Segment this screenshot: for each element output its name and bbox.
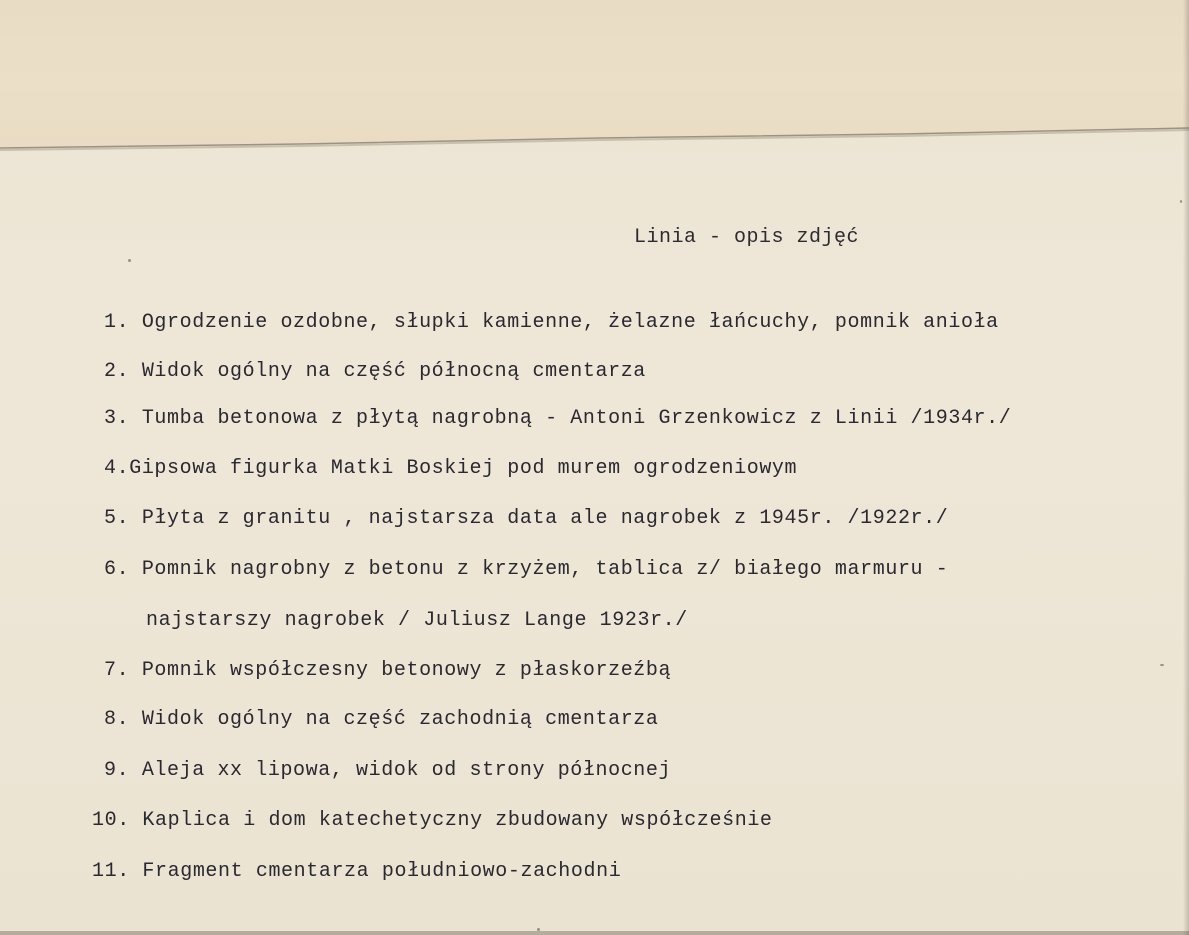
item-number: 6. — [104, 558, 130, 581]
list-item — [104, 360, 646, 383]
item-number: 9. — [104, 759, 130, 782]
list-item — [104, 407, 1011, 430]
item-text: Tumba betonowa z płytą nagrobną - Antoni Grzenkowicz z Linii /1934r./ — [141, 407, 1012, 430]
folded-paper-top — [0, 0, 1189, 150]
item-text: Gipsowa figurka Matki Boskiej pod murem ogrodzeniowym — [129, 457, 798, 480]
item-number: 8. — [104, 708, 130, 731]
item-number: 1. — [104, 311, 130, 334]
item-number: 11. — [92, 860, 130, 883]
list-item — [104, 311, 999, 334]
document-title: Linia - opis zdjęć — [634, 226, 860, 249]
item-text: Pomnik współczesny betonowy z płaskorzeźbą — [141, 659, 672, 682]
item-text: najstarszy nagrobek / Juliusz Lange 1923r./ — [146, 609, 688, 632]
list-item — [92, 809, 773, 832]
list-item — [104, 659, 671, 682]
item-number: 10. — [92, 809, 130, 832]
item-number: 2. — [104, 360, 130, 383]
item-text: Widok ogólny na część zachodnią cmentarza — [141, 708, 659, 731]
list-item — [104, 507, 948, 530]
item-number: 4. — [104, 457, 130, 480]
paper-speck — [1160, 664, 1164, 666]
list-item — [104, 558, 948, 581]
item-text: Płyta z granitu , najstarsza data ale nagrobek z 1945r. /1922r./ — [141, 507, 949, 530]
paper-speck — [128, 259, 131, 262]
item-text: Pomnik nagrobny z betonu z krzyżem, tablica z/ białego marmuru - — [141, 558, 949, 581]
list-item — [104, 457, 797, 480]
list-item — [104, 759, 671, 782]
item-text: Widok ogólny na część północną cmentarza — [141, 360, 646, 383]
paper-speck — [1180, 200, 1182, 203]
list-item — [104, 708, 659, 731]
item-number: 5. — [104, 507, 130, 530]
page-right-edge — [1183, 0, 1189, 935]
item-text: Fragment cmentarza południowo-zachodni — [142, 860, 622, 883]
item-text: Kaplica i dom katechetyczny zbudowany współcześnie — [142, 809, 773, 832]
item-text: Aleja xx lipowa, widok od strony północnej — [141, 759, 672, 782]
item-number: 3. — [104, 407, 130, 430]
item-text: Ogrodzenie ozdobne, słupki kamienne, żelazne łańcuchy, pomnik anioła — [141, 311, 999, 334]
page-bottom-edge — [0, 931, 1189, 935]
list-item — [92, 860, 621, 883]
paper-speck — [537, 928, 540, 931]
item-number: 7. — [104, 659, 130, 682]
list-item-continuation — [146, 609, 688, 632]
